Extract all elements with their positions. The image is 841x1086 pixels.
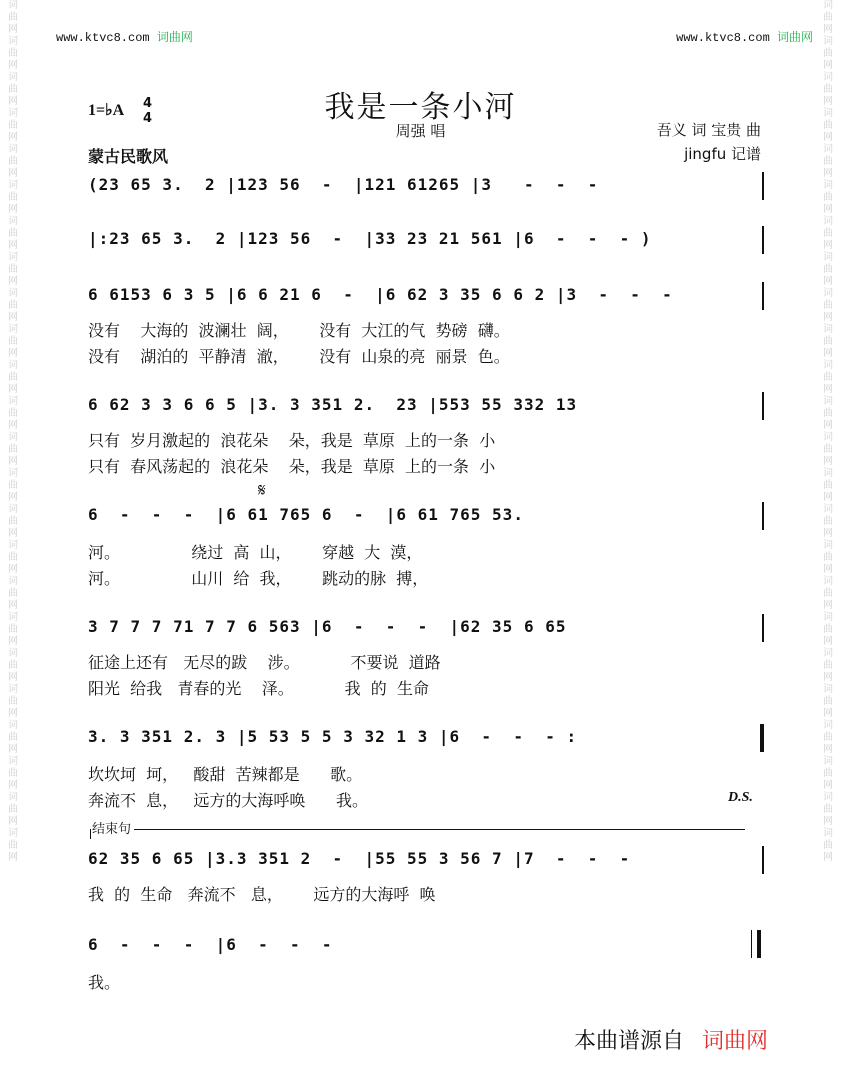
time-signature [143,96,152,126]
score-row [88,282,764,308]
source-brand-link[interactable]: 词曲网 [702,1029,769,1054]
bar-line [762,172,764,200]
score-row [88,226,764,252]
score-row [88,846,764,872]
song-title: 我是一条小河 [324,90,517,125]
source-text: 本曲谱源自 [574,1029,685,1054]
site-brand: 词曲网 [156,30,193,44]
segno-sign: 𝄋 [258,480,266,500]
ds-mark: D.S. [728,790,753,805]
lyrics-line: 没有 湖泊的 平静清 澈， 没有 山泉的亮 丽景 色。 [88,347,510,366]
lyrics-line: 奔流不 息， 远方的大海呼唤 我。 [88,791,368,810]
lyrics-line: 河。 绕过 高 山， 穿越 大 漠， [88,543,423,562]
notation: 6 - - - |6 - - - [88,935,333,954]
lyrics-line: 我 的 生命 奔流不 息， 远方的大海呼 唤 [88,885,436,904]
notation: 62 35 6 65 |3.3 351 2 - |55 55 3 56 7 |7 - - - [88,849,631,868]
notation: 3 7 7 7 71 7 7 6 563 |6 - - - |62 35 6 65 [88,617,567,636]
score-row [88,392,764,418]
credits-line: 吾义 词 宝贵 曲 [656,121,761,139]
bar-line [762,282,764,310]
credits [657,118,761,166]
ending-bracket [95,829,745,830]
ending-label: 结束句 [92,818,134,837]
score-row [88,172,764,198]
meter-bottom: 4 [143,111,153,126]
score-row [88,932,728,958]
site-url-link[interactable]: www.ktvc8.com [56,31,150,45]
lyrics-line: 没有 大海的 波澜壮 阔， 没有 大江的气 势磅 礴。 [88,321,510,340]
lyrics-line: 征途上还有 无尽的跋 涉。 不要说 道路 [88,653,441,672]
notation: (23 65 3. 2 |123 56 - |121 61265 |3 - - - [88,175,599,194]
score-row [88,724,764,750]
notation: |:23 65 3. 2 |123 56 - |33 23 21 561 |6 - - - ) [88,229,652,248]
notation: 6 - - - |6 61 765 6 - |6 61 765 53. [88,505,524,524]
singer: 周强 唱 [395,122,446,140]
repeat-end-bar [760,724,764,752]
song-style: 蒙古民歌风 [88,147,169,166]
key-signature: 1=♭A [88,102,125,119]
lyrics-line: 我。 [88,973,121,992]
lyrics-line: 阳光 给我 青春的光 泽。 我 的 生命 [88,679,429,698]
bar-line [762,614,764,642]
header-left [56,28,193,45]
notation: 6 6153 6 3 5 |6 6 21 6 - |6 62 3 35 6 6 2 |3 - - - [88,285,673,304]
side-watermark-right: 词曲网词曲网词曲网词曲网词曲网词曲网词曲网词曲网词曲网词曲网词曲网词曲网词曲网词曲网词曲网词曲网词曲网词曲网词曲网词曲网词曲网词曲网词曲网词曲网 [823,0,833,863]
lyrics-line: 河。 山川 给 我， 跳动的脉 搏， [88,569,429,588]
lyrics-line: 坎坎坷 坷， 酸甜 苦辣都是 歌。 [88,765,363,784]
notation: 6 62 3 3 6 6 5 |3. 3 351 2. 23 |553 55 332 13 [88,395,578,414]
bar-line [762,226,764,254]
score-row [88,614,764,640]
notation: 3. 3 351 2. 3 |5 53 5 5 3 32 1 3 |6 - - - : [88,727,578,746]
site-brand: 词曲网 [776,30,813,44]
bar-line [762,846,764,874]
score-row [88,502,764,528]
side-watermark-left: 词曲网词曲网词曲网词曲网词曲网词曲网词曲网词曲网词曲网词曲网词曲网词曲网词曲网词曲网词曲网词曲网词曲网词曲网词曲网词曲网词曲网词曲网词曲网词曲网 [8,0,18,863]
source-footer [574,1024,768,1055]
bar-line [762,392,764,420]
header-right [676,28,813,45]
lyrics-line: 只有 岁月激起的 浪花朵 朵，我是 草原 上的一条 小 [88,431,496,450]
bar-line [762,502,764,530]
meter-top: 4 [143,96,153,111]
ending-bracket-tick [90,829,91,839]
lyrics-line: 只有 春风荡起的 浪花朵 朵，我是 草原 上的一条 小 [88,457,496,476]
final-bar-line [751,930,761,958]
site-url-link[interactable]: www.ktvc8.com [676,31,770,45]
credits-line: jingfu 记谱 [684,145,761,163]
